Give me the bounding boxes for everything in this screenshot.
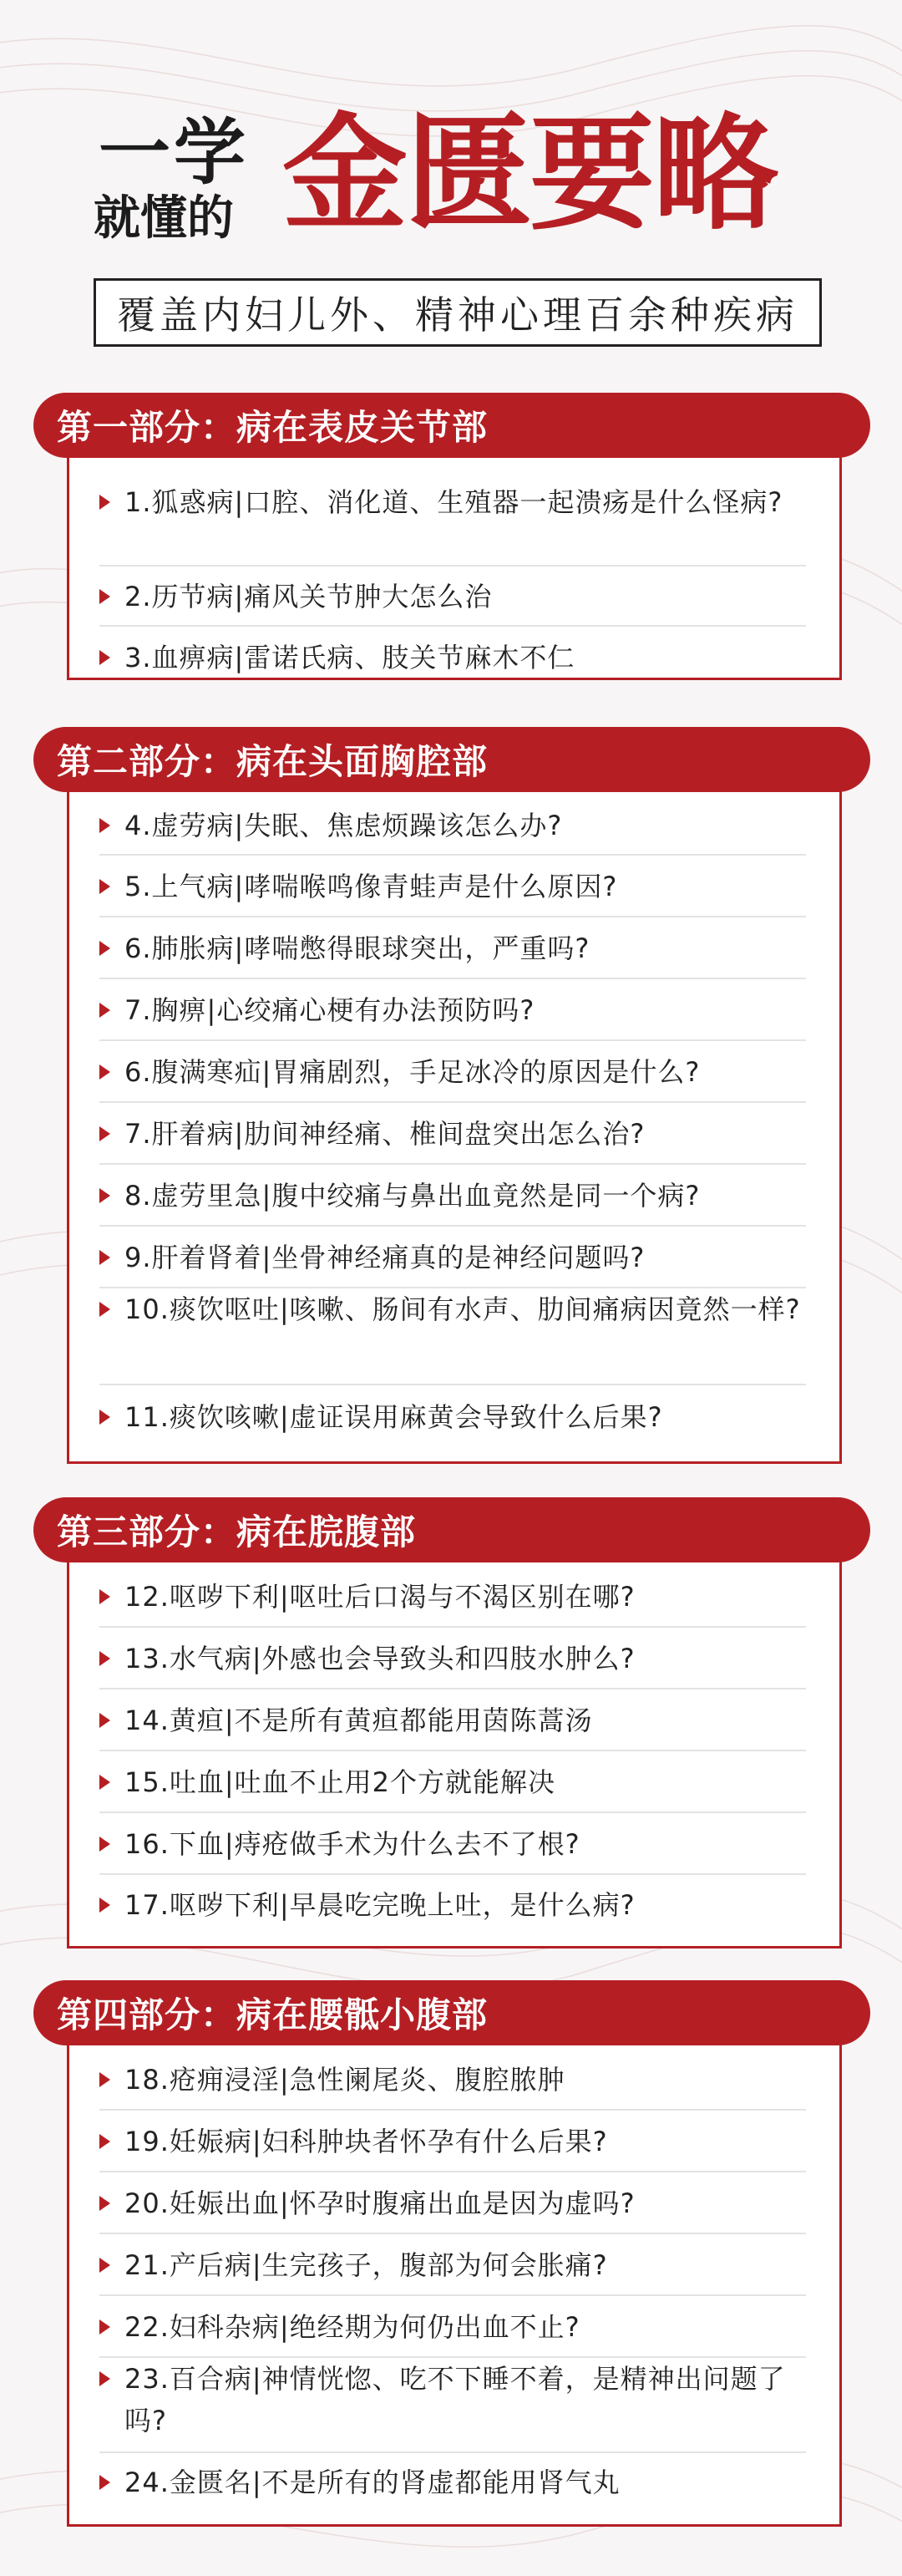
list-item[interactable] (99, 2234, 806, 2296)
list-item-text: 9.肝着肾着|坐骨神经痛真的是神经问题吗? (124, 1242, 646, 1273)
section-header (33, 393, 870, 458)
list-item[interactable] (99, 2049, 806, 2111)
triangle-bullet-icon (99, 2258, 110, 2273)
list-item-text: 6.肺胀病|哮喘憋得眼球突出，严重吗? (124, 932, 590, 964)
list-item-text: 5.上气病|哮喘喉鸣像青蛙声是什么原因? (124, 871, 618, 902)
triangle-bullet-icon (99, 495, 110, 510)
section-2 (0, 727, 902, 1466)
section-4 (0, 1980, 902, 2528)
list-item-text: 11.痰饮咳嗽|虚证误用麻黄会导致什么后果? (124, 1401, 663, 1433)
list-item-text: 14.黄疸|不是所有黄疸都能用茵陈蒿汤 (124, 1705, 593, 1736)
list-item-text: 18.疮痈浸淫|急性阑尾炎、腹腔脓肿 (124, 2064, 565, 2096)
list-item[interactable] (99, 481, 806, 567)
page-header (0, 0, 902, 368)
list-item-text: 7.胸痹|心绞痛心梗有办法预防吗? (124, 994, 535, 1026)
triangle-bullet-icon (99, 2072, 110, 2087)
triangle-bullet-icon (99, 2475, 110, 2490)
section-title: 第二部分：病在头面胸腔部 (57, 741, 489, 782)
list-item[interactable] (99, 1103, 806, 1165)
list-item[interactable] (99, 2172, 806, 2234)
list-item-text: 19.妊娠病|妇科肿块者怀孕有什么后果? (124, 2126, 608, 2157)
list-item[interactable] (99, 856, 806, 917)
triangle-bullet-icon (99, 1064, 110, 1080)
section-header (33, 1980, 870, 2045)
triangle-bullet-icon (99, 1188, 110, 1203)
list-item-text: 23.百合病|神情恍惚、吃不下睡不着，是精神出问题了吗? (124, 2363, 786, 2436)
list-item-text: 13.水气病|外感也会导致头和四肢水肿么? (124, 1643, 636, 1674)
list-item[interactable] (99, 1751, 806, 1813)
triangle-bullet-icon (99, 2371, 110, 2386)
triangle-bullet-icon (99, 1713, 110, 1728)
list-item[interactable] (99, 1288, 806, 1385)
triangle-bullet-icon (99, 650, 110, 665)
triangle-bullet-icon (99, 1837, 110, 1852)
list-item[interactable] (99, 917, 806, 979)
list-item-text: 3.血痹病|雷诺氏病、肢关节麻木不仁 (124, 642, 575, 673)
list-item-text: 21.产后病|生完孩子，腹部为何会胀痛? (124, 2249, 608, 2281)
list-item-text: 16.下血|痔疮做手术为什么去不了根? (124, 1828, 580, 1860)
list-item[interactable] (99, 1041, 806, 1103)
triangle-bullet-icon (99, 2319, 110, 2335)
list-item[interactable] (99, 567, 806, 627)
triangle-bullet-icon (99, 1126, 110, 1141)
list-item-text: 1.狐惑病|口腔、消化道、生殖器一起溃疡是什么怪病? (124, 486, 783, 518)
list-item-text: 17.呕哕下利|早晨吃完晚上吐，是什么病? (124, 1889, 636, 1921)
list-item[interactable] (99, 1875, 806, 1935)
section-1 (0, 393, 902, 682)
triangle-bullet-icon (99, 941, 110, 956)
list-item-text: 6.腹满寒疝|胃痛剧烈，手足冰冷的原因是什么? (124, 1056, 701, 1088)
list-item-text: 7.肝着病|肋间神经痛、椎间盘突出怎么治? (124, 1118, 646, 1150)
triangle-bullet-icon (99, 1775, 110, 1790)
list-item[interactable] (99, 2358, 806, 2453)
title-prefix-line1: 一学 (99, 111, 249, 195)
list-item-text: 24.金匮名|不是所有的肾虚都能用肾气丸 (124, 2467, 621, 2498)
list-item[interactable] (99, 1628, 806, 1689)
list-item[interactable] (99, 1385, 806, 1449)
triangle-bullet-icon (99, 1589, 110, 1604)
title-prefix-line2: 就懂的 (94, 191, 234, 246)
triangle-bullet-icon (99, 1302, 110, 1317)
list-item[interactable] (99, 1813, 806, 1875)
section-item-list (67, 1561, 842, 1949)
list-item[interactable] (99, 1566, 806, 1628)
list-item[interactable] (99, 628, 806, 687)
subtitle-box (94, 278, 822, 347)
list-item[interactable] (99, 1689, 806, 1751)
subtitle: 覆盖内妇儿外、精神心理百余种疾病 (117, 292, 798, 338)
triangle-bullet-icon (99, 1003, 110, 1018)
section-item-list (67, 456, 842, 680)
list-item[interactable] (99, 2453, 806, 2512)
triangle-bullet-icon (99, 589, 110, 604)
list-item[interactable] (99, 1165, 806, 1227)
section-title: 第一部分：病在表皮关节部 (57, 407, 489, 448)
triangle-bullet-icon (99, 2196, 110, 2211)
triangle-bullet-icon (99, 818, 110, 833)
list-item-text: 15.吐血|吐血不止用2个方就能解决 (124, 1766, 556, 1798)
list-item-text: 22.妇科杂病|绝经期为何仍出血不止? (124, 2311, 580, 2343)
triangle-bullet-icon (99, 1898, 110, 1913)
triangle-bullet-icon (99, 1651, 110, 1666)
list-item[interactable] (99, 2111, 806, 2172)
triangle-bullet-icon (99, 1250, 110, 1265)
section-header (33, 727, 870, 792)
section-item-list (67, 2044, 842, 2527)
section-title: 第三部分：病在脘腹部 (57, 1512, 417, 1552)
page-title: 金匮要略 (282, 100, 778, 247)
list-item-text: 12.呕哕下利|呕吐后口渴与不渴区别在哪? (124, 1581, 636, 1613)
list-item-text: 8.虚劳里急|腹中绞痛与鼻出血竟然是同一个病? (124, 1180, 701, 1212)
triangle-bullet-icon (99, 2134, 110, 2149)
list-item[interactable] (99, 795, 806, 856)
list-item[interactable] (99, 1227, 806, 1288)
list-item-text: 10.痰饮呕吐|咳嗽、肠间有水声、肋间痛病因竟然一样? (124, 1293, 801, 1325)
list-item[interactable] (99, 979, 806, 1041)
section-3 (0, 1497, 902, 1950)
list-item-text: 4.虚劳病|失眠、焦虑烦躁该怎么办? (124, 810, 563, 841)
section-item-list (67, 790, 842, 1464)
list-item-text: 2.历节病|痛风关节肿大怎么治 (124, 581, 493, 612)
section-header (33, 1497, 870, 1562)
list-item-text: 20.妊娠出血|怀孕时腹痛出血是因为虚吗? (124, 2187, 636, 2219)
section-title: 第四部分：病在腰骶小腹部 (57, 1994, 489, 2035)
triangle-bullet-icon (99, 879, 110, 894)
list-item[interactable] (99, 2296, 806, 2358)
triangle-bullet-icon (99, 1410, 110, 1425)
